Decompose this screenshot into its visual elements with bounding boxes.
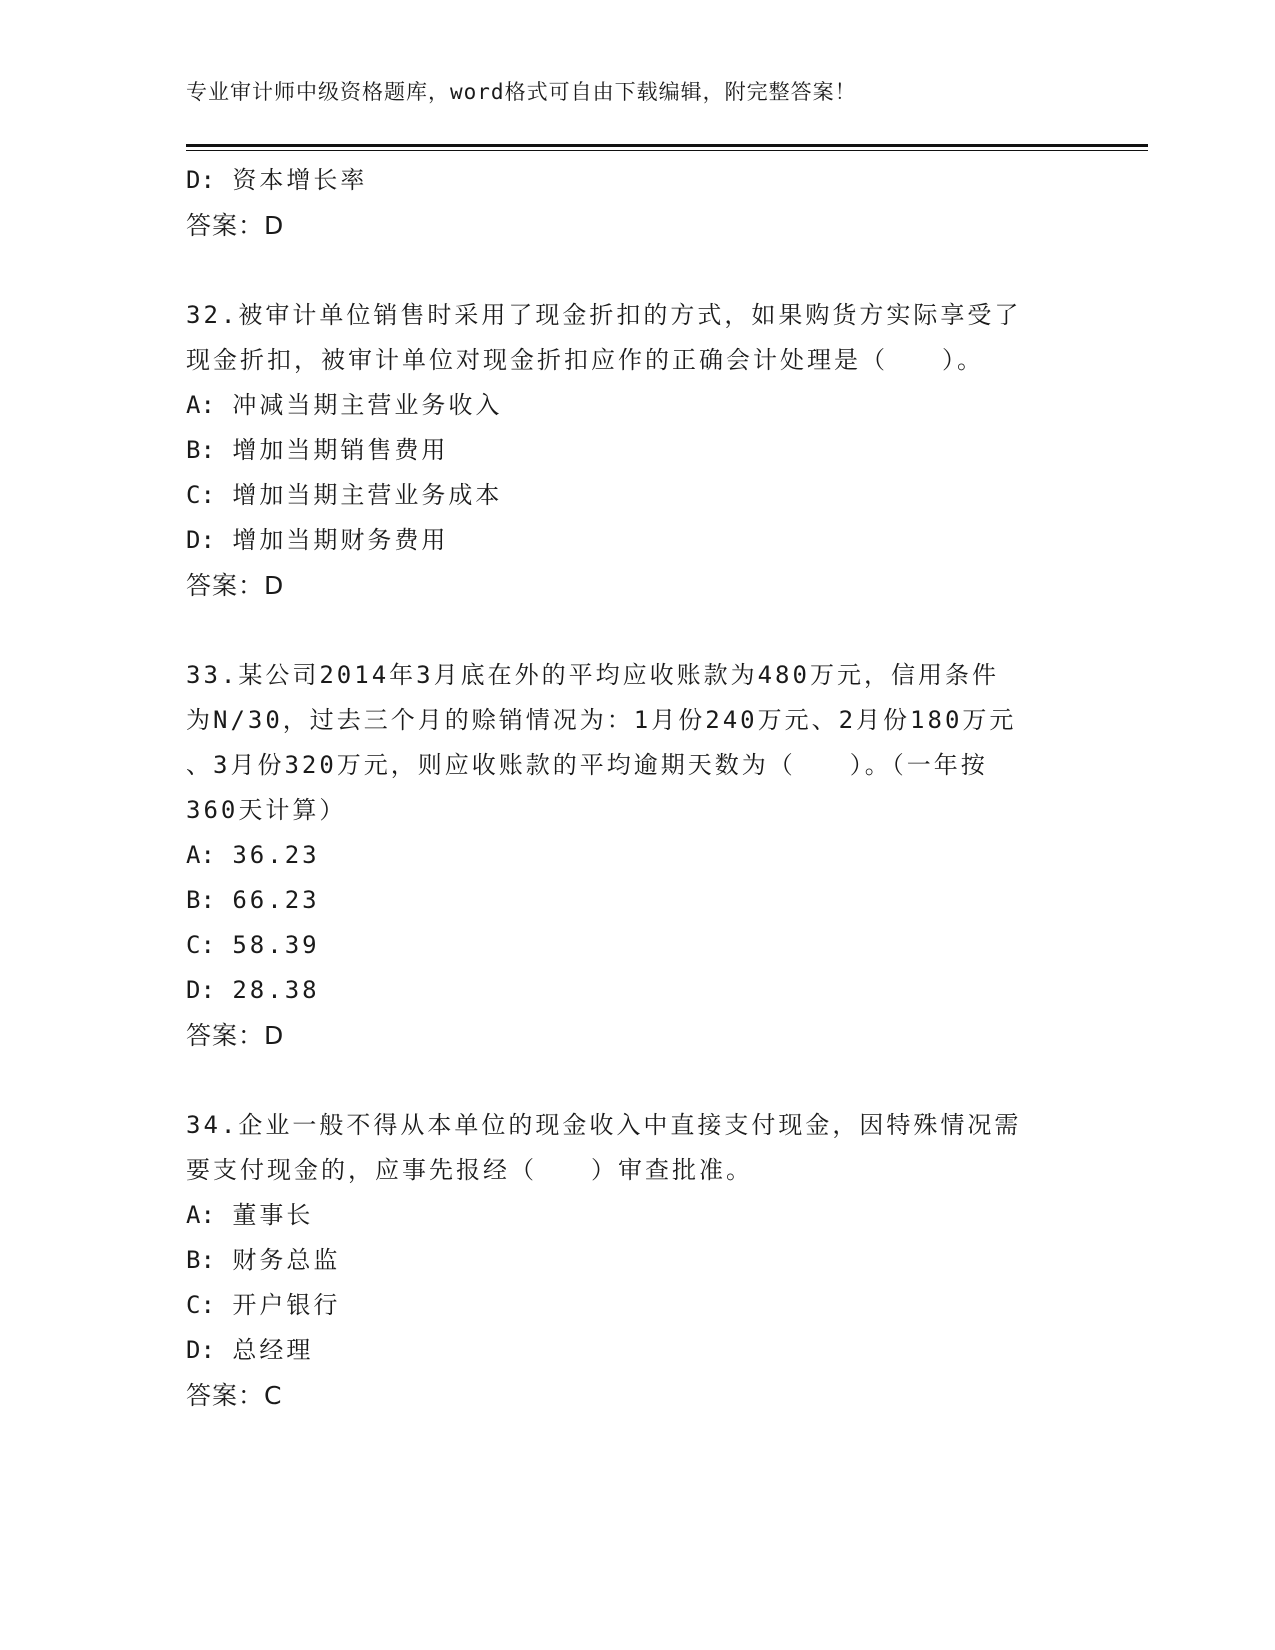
option-c: C: 增加当期主营业务成本 — [186, 481, 503, 509]
question-33-stem: 33.某公司2014年3月底在外的平均应收账款为480万元，信用条件 为N/30，过去三个月的赊销情况为：1月份240万元、2月份180万元 、3月份320万元，则应收账款的平均逾期天数为（ ）。（一年按 360天计算） — [186, 661, 1017, 824]
header-rule-thin — [186, 150, 1148, 151]
option-a: A: 冲减当期主营业务收入 — [186, 391, 503, 419]
question-list — [186, 158, 1086, 1418]
question-32-stem: 32.被审计单位销售时采用了现金折扣的方式，如果购货方实际享受了 现金折扣，被审计单位对现金折扣应作的正确会计处理是（ ）。 — [186, 301, 1022, 374]
option-d: D: 总经理 — [186, 1336, 314, 1364]
option-d: D: 资本增长率 — [186, 166, 368, 194]
option-b: B: 财务总监 — [186, 1246, 341, 1274]
answer-line: 答案：D — [186, 211, 285, 240]
header-rule-thick — [186, 144, 1148, 147]
answer-line: 答案：D — [186, 1021, 285, 1050]
option-b: B: 66.23 — [186, 886, 320, 914]
option-c: C: 58.39 — [186, 931, 320, 959]
option-a: A: 36.23 — [186, 841, 320, 869]
option-c: C: 开户银行 — [186, 1291, 341, 1319]
option-d: D: 28.38 — [186, 976, 320, 1004]
question-34-stem: 34.企业一般不得从本单位的现金收入中直接支付现金，因特殊情况需 要支付现金的，应事先报经（ ）审查批准。 — [186, 1111, 1022, 1184]
page-header: 专业审计师中级资格题库，word格式可自由下载编辑，附完整答案！ — [186, 80, 857, 104]
option-d: D: 增加当期财务费用 — [186, 526, 449, 554]
answer-line: 答案：D — [186, 571, 285, 600]
option-a: A: 董事长 — [186, 1201, 314, 1229]
option-b: B: 增加当期销售费用 — [186, 436, 449, 464]
answer-line: 答案：C — [186, 1381, 283, 1410]
